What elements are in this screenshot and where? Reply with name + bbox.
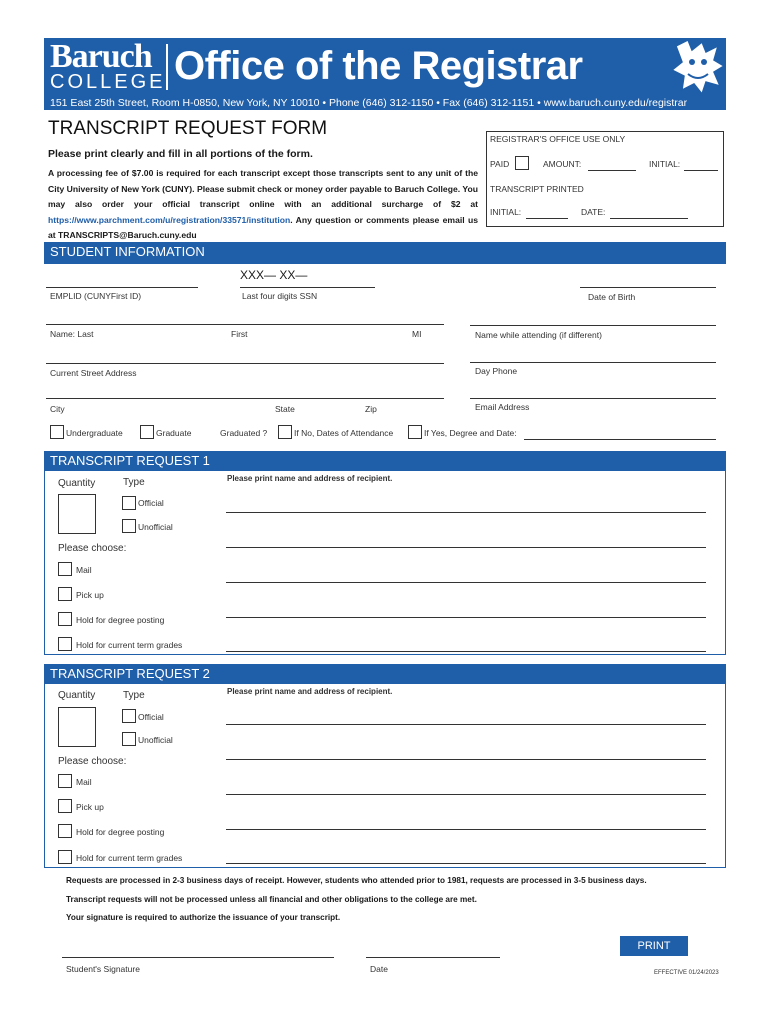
logo-divider bbox=[166, 44, 168, 90]
emplid-line[interactable] bbox=[46, 287, 198, 288]
request1-please-choose: Please choose: bbox=[58, 543, 127, 554]
street-label: Current Street Address bbox=[50, 368, 137, 378]
request2-recipient-line-4[interactable] bbox=[226, 829, 706, 830]
if-yes-checkbox[interactable] bbox=[408, 425, 422, 439]
request2-recipient-label: Please print name and address of recipient. bbox=[227, 687, 393, 696]
request2-quantity-label: Quantity bbox=[58, 690, 96, 701]
dob-label: Date of Birth bbox=[588, 292, 636, 302]
zip-label: Zip bbox=[365, 404, 377, 414]
request1-official-label: Official bbox=[138, 498, 164, 508]
ssn-label: Last four digits SSN bbox=[242, 291, 318, 301]
request2-please-choose: Please choose: bbox=[58, 756, 127, 767]
name-attending-label: Name while attending (if different) bbox=[475, 330, 602, 340]
graduate-checkbox[interactable] bbox=[140, 425, 154, 439]
request2-hold-degree-label: Hold for degree posting bbox=[76, 827, 165, 837]
street-line[interactable] bbox=[46, 363, 444, 364]
request2-hold-term-label: Hold for current term grades bbox=[76, 853, 183, 863]
dob-line[interactable] bbox=[580, 287, 716, 288]
name-attending-line[interactable] bbox=[470, 325, 716, 326]
request2-unofficial-label: Unofficial bbox=[138, 735, 173, 745]
request1-recipient-line-3[interactable] bbox=[226, 582, 706, 583]
request2-recipient-line-3[interactable] bbox=[226, 794, 706, 795]
undergraduate-label: Undergraduate bbox=[66, 428, 123, 438]
student-signature-label: Student's Signature bbox=[66, 964, 140, 974]
first-name-label: First bbox=[231, 329, 248, 339]
request1-heading: TRANSCRIPT REQUEST 1 bbox=[44, 451, 726, 471]
signature-line[interactable] bbox=[62, 957, 334, 958]
request2-heading: TRANSCRIPT REQUEST 2 bbox=[44, 664, 726, 684]
amount-line[interactable] bbox=[588, 170, 636, 171]
request2-unofficial-checkbox[interactable] bbox=[122, 732, 136, 746]
day-phone-line[interactable] bbox=[470, 362, 716, 363]
request2-mail-label: Mail bbox=[76, 777, 92, 787]
print-clearly-instruction: Please print clearly and fill in all portions of the form. bbox=[48, 148, 313, 160]
initial-line[interactable] bbox=[684, 170, 718, 171]
request1-mail-label: Mail bbox=[76, 565, 92, 575]
request1-type-label: Type bbox=[123, 477, 145, 488]
request2-official-label: Official bbox=[138, 712, 164, 722]
request1-unofficial-checkbox[interactable] bbox=[122, 519, 136, 533]
signature-note: Your signature is required to authorize the issuance of your transcript. bbox=[66, 913, 341, 922]
name-last-label: Name: Last bbox=[50, 329, 94, 339]
request2-recipient-line-5[interactable] bbox=[226, 863, 706, 864]
mi-label: MI bbox=[412, 329, 422, 339]
request2-quantity-box[interactable] bbox=[58, 707, 96, 747]
print-button[interactable]: PRINT bbox=[620, 936, 688, 956]
request1-pickup-label: Pick up bbox=[76, 590, 104, 600]
ssn-line[interactable] bbox=[240, 287, 375, 288]
initial2-line[interactable] bbox=[526, 218, 568, 219]
ssn-mask: XXX— XX— bbox=[240, 268, 308, 282]
state-label: State bbox=[275, 404, 295, 414]
city-state-zip-line[interactable] bbox=[46, 398, 444, 399]
request2-mail-checkbox[interactable] bbox=[58, 774, 72, 788]
request1-quantity-box[interactable] bbox=[58, 494, 96, 534]
paid-label: PAID bbox=[490, 159, 510, 169]
request1-hold-term-label: Hold for current term grades bbox=[76, 640, 183, 650]
emplid-label: EMPLID (CUNYFirst ID) bbox=[50, 291, 142, 301]
request2-pickup-checkbox[interactable] bbox=[58, 799, 72, 813]
signature-date-line[interactable] bbox=[366, 957, 500, 958]
if-no-label: If No, Dates of Attendance bbox=[294, 428, 394, 438]
request2-recipient-line-2[interactable] bbox=[226, 759, 706, 760]
request1-recipient-line-1[interactable] bbox=[226, 512, 706, 513]
request2-hold-term-checkbox[interactable] bbox=[58, 850, 72, 864]
request1-recipient-line-2[interactable] bbox=[226, 547, 706, 548]
request1-official-checkbox[interactable] bbox=[122, 496, 136, 510]
logo-baruch-text: Baruch bbox=[50, 38, 152, 75]
graduated-question: Graduated ? bbox=[220, 428, 268, 438]
request1-recipient-label: Please print name and address of recipient. bbox=[227, 474, 393, 483]
graduate-label: Graduate bbox=[156, 428, 192, 438]
city-label: City bbox=[50, 404, 65, 414]
office-title: Office of the Registrar bbox=[174, 44, 583, 88]
form-title: TRANSCRIPT REQUEST FORM bbox=[48, 118, 328, 139]
effective-date: EFFECTIVE 01/24/2023 bbox=[654, 970, 719, 976]
if-yes-label: If Yes, Degree and Date: bbox=[424, 428, 517, 438]
undergraduate-checkbox[interactable] bbox=[50, 425, 64, 439]
request2-pickup-label: Pick up bbox=[76, 802, 104, 812]
request2-official-checkbox[interactable] bbox=[122, 709, 136, 723]
paid-checkbox[interactable] bbox=[515, 156, 529, 170]
registrar-box-title: REGISTRAR'S OFFICE USE ONLY bbox=[490, 134, 626, 144]
request1-pickup-checkbox[interactable] bbox=[58, 587, 72, 601]
signature-date-label: Date bbox=[370, 964, 388, 974]
if-no-checkbox[interactable] bbox=[278, 425, 292, 439]
request1-recipient-line-5[interactable] bbox=[226, 651, 706, 652]
name-line[interactable] bbox=[46, 324, 444, 325]
initial-label: INITIAL: bbox=[649, 159, 681, 169]
request1-quantity-label: Quantity bbox=[58, 478, 96, 489]
email-line[interactable] bbox=[470, 398, 716, 399]
fee-text-part1: A processing fee of $7.00 is required for each transcript except those transcripts sent to any unit of the City University of New York (CUNY). Please submit check or money order payable to Baruch College. You may also order your official transcript online with an additional surcharge of $2 at bbox=[48, 168, 478, 209]
processing-note: Requests are processed in 2-3 business days of receipt. However, students who attended prior to 1981, requests are processed in 3-5 business days. bbox=[66, 876, 647, 885]
amount-label: AMOUNT: bbox=[543, 159, 582, 169]
fee-instructions bbox=[48, 166, 478, 244]
day-phone-label: Day Phone bbox=[475, 366, 518, 376]
student-info-heading: STUDENT INFORMATION bbox=[44, 242, 726, 264]
request1-unofficial-label: Unofficial bbox=[138, 522, 173, 532]
date-label: DATE: bbox=[581, 207, 606, 217]
date-line[interactable] bbox=[610, 218, 688, 219]
request1-recipient-line-4[interactable] bbox=[226, 617, 706, 618]
request1-hold-term-checkbox[interactable] bbox=[58, 637, 72, 651]
logo-college-text: COLLEGE bbox=[50, 71, 166, 93]
parchment-link[interactable]: https://www.parchment.com/u/registration/33571/institution bbox=[48, 214, 291, 225]
request1-hold-degree-label: Hold for degree posting bbox=[76, 615, 165, 625]
initial2-label: INITIAL: bbox=[490, 207, 522, 217]
request1-mail-checkbox[interactable] bbox=[58, 562, 72, 576]
request2-hold-degree-checkbox[interactable] bbox=[58, 824, 72, 838]
address-line: 151 East 25th Street, Room H-0850, New York, NY 10010 • Phone (646) 312-1150 • Fax (646) 312-1151 • www.baruch.cuny.edu/registrar bbox=[44, 96, 726, 110]
transcript-printed-label: TRANSCRIPT PRINTED bbox=[490, 184, 584, 194]
degree-date-line[interactable] bbox=[524, 439, 716, 440]
obligations-note: Transcript requests will not be processed unless all financial and other obligations to the college are met. bbox=[66, 895, 477, 904]
email-label: Email Address bbox=[475, 402, 530, 412]
request2-type-label: Type bbox=[123, 690, 145, 701]
fee-text-part2: . Any question or comments please email us at TRANSCRIPTS@Baruch.cuny.edu bbox=[48, 214, 478, 240]
request1-hold-degree-checkbox[interactable] bbox=[58, 612, 72, 626]
request2-recipient-line-1[interactable] bbox=[226, 724, 706, 725]
bearcat-mascot-icon bbox=[668, 36, 726, 98]
